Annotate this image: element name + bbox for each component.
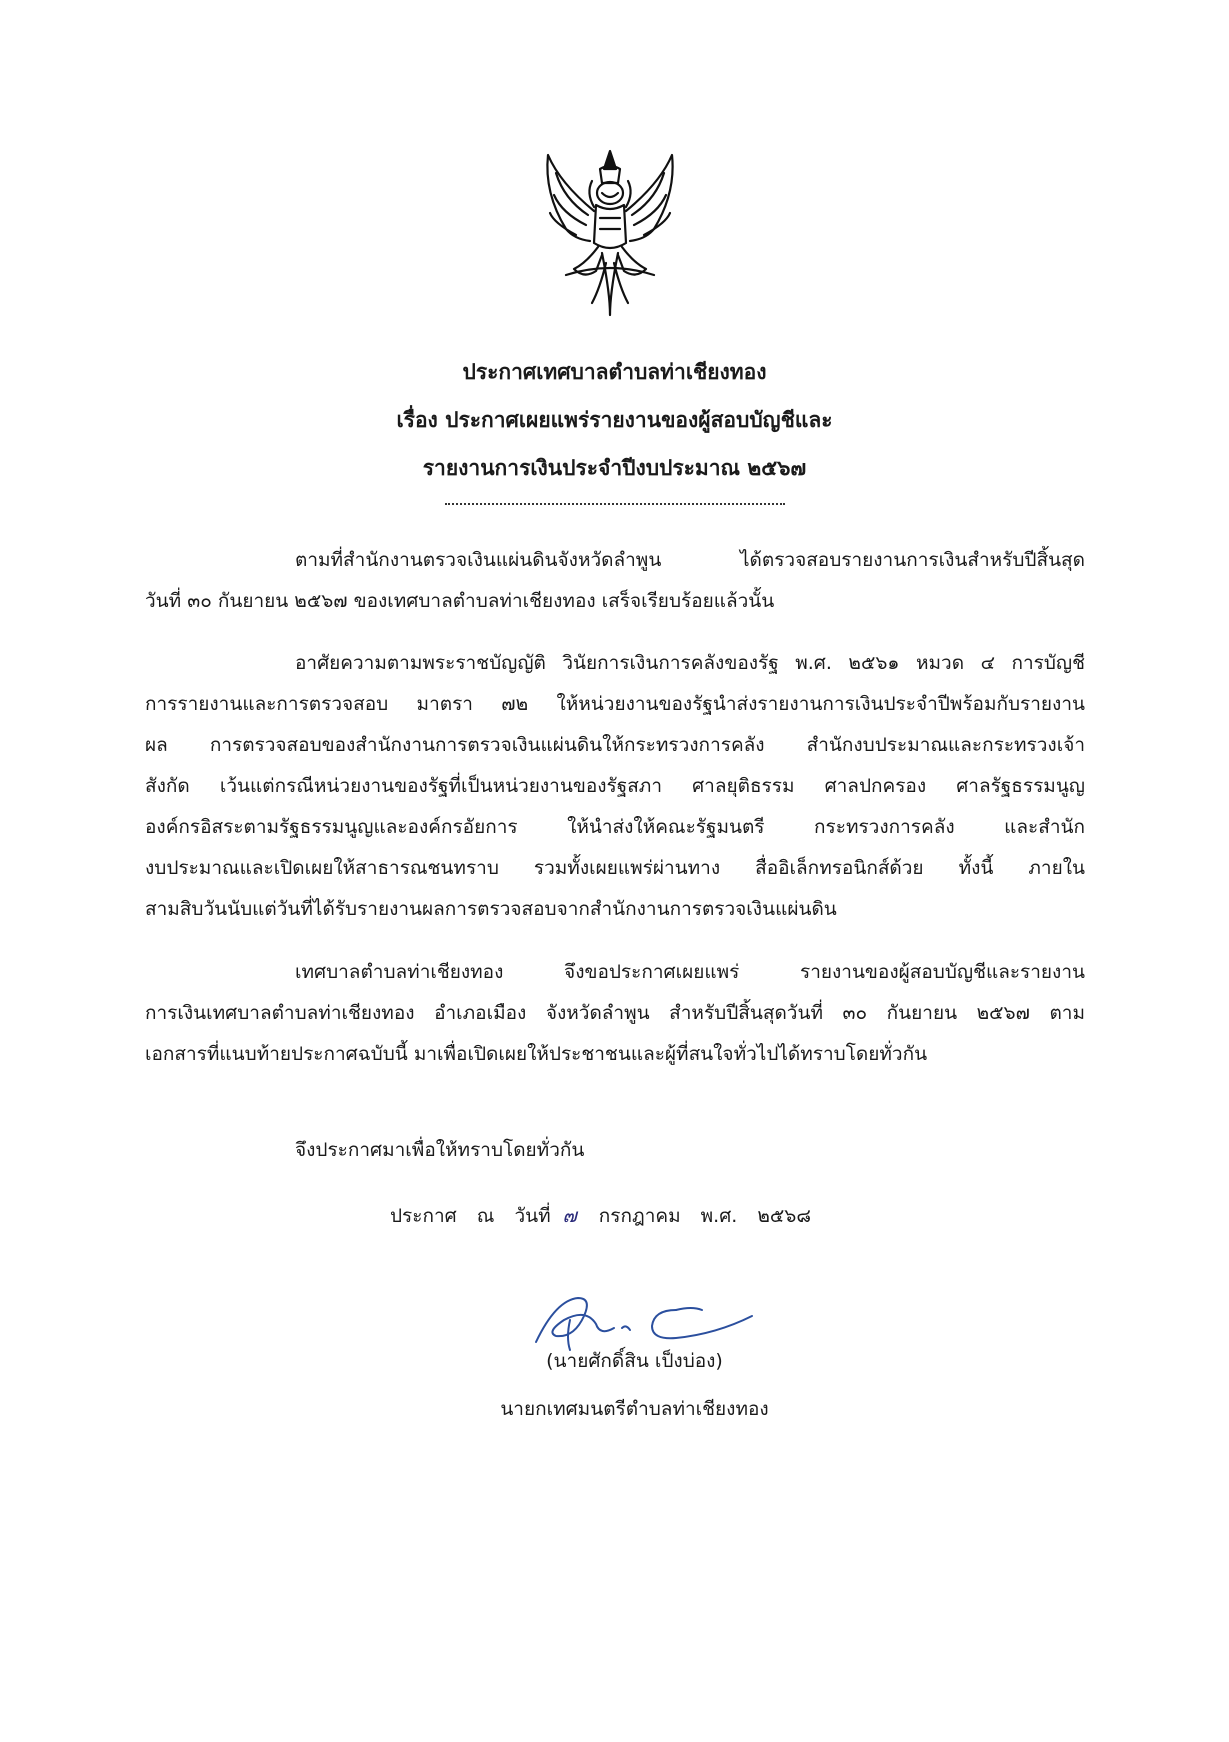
date-day-handwritten: ๗: [562, 1205, 577, 1227]
signer-title: นายกเทศมนตรีตำบลท่าเชียงทอง: [500, 1398, 769, 1420]
paragraph-line: เทศบาลตำบลท่าเชียงทอง จึงขอประกาศเผยแพร่ รายงานของผู้สอบบัญชีและรายงาน: [295, 961, 1085, 983]
closing-statement: จึงประกาศมาเพื่อให้ทราบโดยทั่วกัน: [295, 1139, 585, 1161]
signer-name: (นายศักดิ์สิน เป็งบ่อง): [546, 1350, 723, 1372]
paragraph-line: องค์กรอิสระตามรัฐธรรมนูญและองค์กรอัยการ ให้นำส่งให้คณะรัฐมนตรี กระทรวงการคลัง และสำนัก: [145, 816, 1085, 838]
announcement-subject: เรื่อง ประกาศเผยแพร่รายงานของผู้สอบบัญชีและ: [396, 408, 833, 432]
date-at: ณ: [476, 1205, 495, 1227]
paragraph-line: ตามที่สำนักงานตรวจเงินแผ่นดินจังหวัดลำพูน ได้ตรวจสอบรายงานการเงินสำหรับปีสิ้นสุด: [295, 549, 1085, 571]
paragraph-line: สังกัด เว้นแต่กรณีหน่วยงานของรัฐที่เป็นหน่วยงานของรัฐสภา ศาลยุติธรรม ศาลปกครอง ศาลรัฐธรรมนูญ: [145, 775, 1085, 797]
date-year: ๒๕๖๘: [757, 1205, 811, 1227]
paragraph-line: วันที่ ๓๐ กันยายน ๒๕๖๗ ของเทศบาลตำบลท่าเชียงทอง เสร็จเรียบร้อยแล้วนั้น: [145, 590, 775, 612]
paragraph-line: งบประมาณและเปิดเผยให้สาธารณชนทราบ รวมทั้งเผยแพร่ผ่านทาง สื่ออิเล็กทรอนิกส์ด้วย ทั้งนี้ ภายใน: [145, 857, 1085, 879]
paragraph-2: [145, 643, 1085, 930]
announcement-date: [390, 1201, 825, 1231]
date-month: กรกฎาคม: [598, 1205, 681, 1227]
dotted-divider: [445, 503, 785, 505]
announcement-title: ประกาศเทศบาลตำบลท่าเชียงทอง: [462, 360, 767, 384]
date-era: พ.ศ.: [700, 1205, 738, 1227]
paragraph-1: [145, 540, 1085, 622]
paragraph-line: เอกสารที่แนบท้ายประกาศฉบับนี้ มาเพื่อเปิดเผยให้ประชาชนและผู้ที่สนใจทั่วไปได้ทราบโดยทั่วกัน: [145, 1043, 928, 1065]
paragraph-line: สามสิบวันนับแต่วันที่ได้รับรายงานผลการตรวจสอบจากสำนักงานการตรวจเงินแผ่นดิน: [145, 898, 837, 920]
paragraph-line: การเงินเทศบาลตำบลท่าเชียงทอง อำเภอเมือง จังหวัดลำพูน สำหรับปีสิ้นสุดวันที่ ๓๐ กันยายน ๒๕๖๗ ตาม: [145, 1002, 1085, 1024]
paragraph-3: [145, 952, 1085, 1075]
garuda-emblem-icon: [530, 143, 690, 323]
paragraph-line: การรายงานและการตรวจสอบ มาตรา ๗๒ ให้หน่วยงานของรัฐนำส่งรายงานการเงินประจำปีพร้อมกับรายงาน: [145, 693, 1085, 715]
date-day-label: วันที่: [514, 1205, 551, 1227]
paragraph-line: ผล การตรวจสอบของสำนักงานการตรวจเงินแผ่นดินให้กระทรวงการคลัง สำนักงบประมาณและกระทรวงเจ้า: [145, 734, 1085, 756]
date-prefix: ประกาศ: [390, 1205, 457, 1227]
paragraph-line: อาศัยความตามพระราชบัญญัติ วินัยการเงินการคลังของรัฐ พ.ศ. ๒๕๖๑ หมวด ๔ การบัญชี: [295, 652, 1085, 674]
announcement-subject-cont: รายงานการเงินประจำปีงบประมาณ ๒๕๖๗: [422, 456, 807, 480]
